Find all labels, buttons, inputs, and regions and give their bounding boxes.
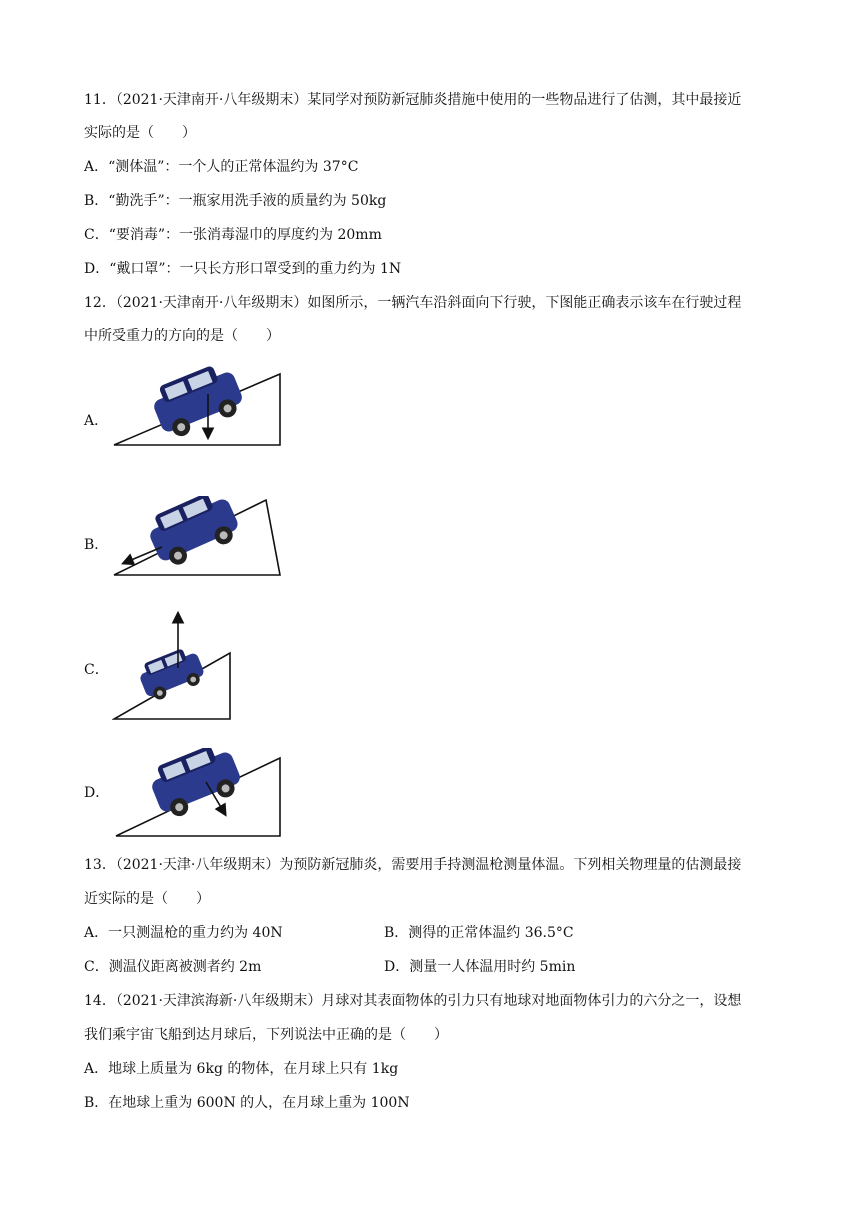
q13-option-a: A．一只测温枪的重力约为 40N (84, 925, 283, 941)
q13-option-b: B．测得的正常体温约 36.5°C (384, 925, 574, 941)
q11-stem-line2: 实际的是（ ） (84, 125, 196, 141)
q13-stem-line1: 13．（2021·天津·八年级期末）为预防新冠肺炎，需要用手持测温枪测量体温。下列相关物理量的估测最接 (84, 857, 742, 873)
q12-figure-a (112, 366, 284, 448)
q12-stem-line1: 12．（2021·天津南开·八年级期末）如图所示，一辆汽车沿斜面向下行驶，下图能正确表示该车在行驶过程 (84, 295, 742, 311)
q13-option-d: D．测量一人体温用时约 5min (384, 959, 576, 975)
car-icon (145, 748, 245, 822)
q12-option-b-label: B． (84, 537, 109, 553)
q11-option-a: A．“测体温”：一个人的正常体温约为 37°C (84, 159, 359, 175)
q12-option-d-label: D． (84, 785, 110, 801)
q13-stem-line2: 近实际的是（ ） (84, 891, 210, 907)
q12-figure-d (112, 748, 284, 840)
q12-stem-line2: 中所受重力的方向的是（ ） (84, 328, 280, 344)
q11-option-c: C．“要消毒”：一张消毒湿巾的厚度约为 20mm (84, 227, 382, 243)
car-icon (143, 496, 244, 571)
car-icon (147, 366, 247, 442)
q13-option-c: C．测温仪距离被测者约 2m (84, 959, 262, 975)
q11-stem-line1: 11．（2021·天津南开·八年级期末）某同学对预防新冠肺炎措施中使用的一些物品进行了估测，其中最接近 (84, 92, 742, 108)
car-icon (135, 644, 207, 704)
q14-stem-line2: 我们乘宇宙飞船到达月球后，下列说法中正确的是（ ） (84, 1027, 448, 1043)
q12-figure-c (112, 606, 234, 722)
q11-option-d: D．“戴口罩”：一只长方形口罩受到的重力约为 1N (84, 261, 402, 277)
q12-figure-b (112, 496, 284, 578)
q11-option-b: B．“勤洗手”：一瓶家用洗手液的质量约为 50kg (84, 193, 387, 209)
q14-option-a: A．地球上质量为 6kg 的物体，在月球上只有 1kg (84, 1061, 399, 1077)
q14-option-b: B．在地球上重为 600N 的人，在月球上重为 100N (84, 1095, 410, 1111)
q14-stem-line1: 14．（2021·天津滨海新·八年级期末）月球对其表面物体的引力只有地球对地面物体引力的六分之一，设想 (84, 993, 742, 1009)
q12-option-a-label: A． (84, 413, 109, 429)
q12-option-c-label: C． (84, 662, 109, 678)
